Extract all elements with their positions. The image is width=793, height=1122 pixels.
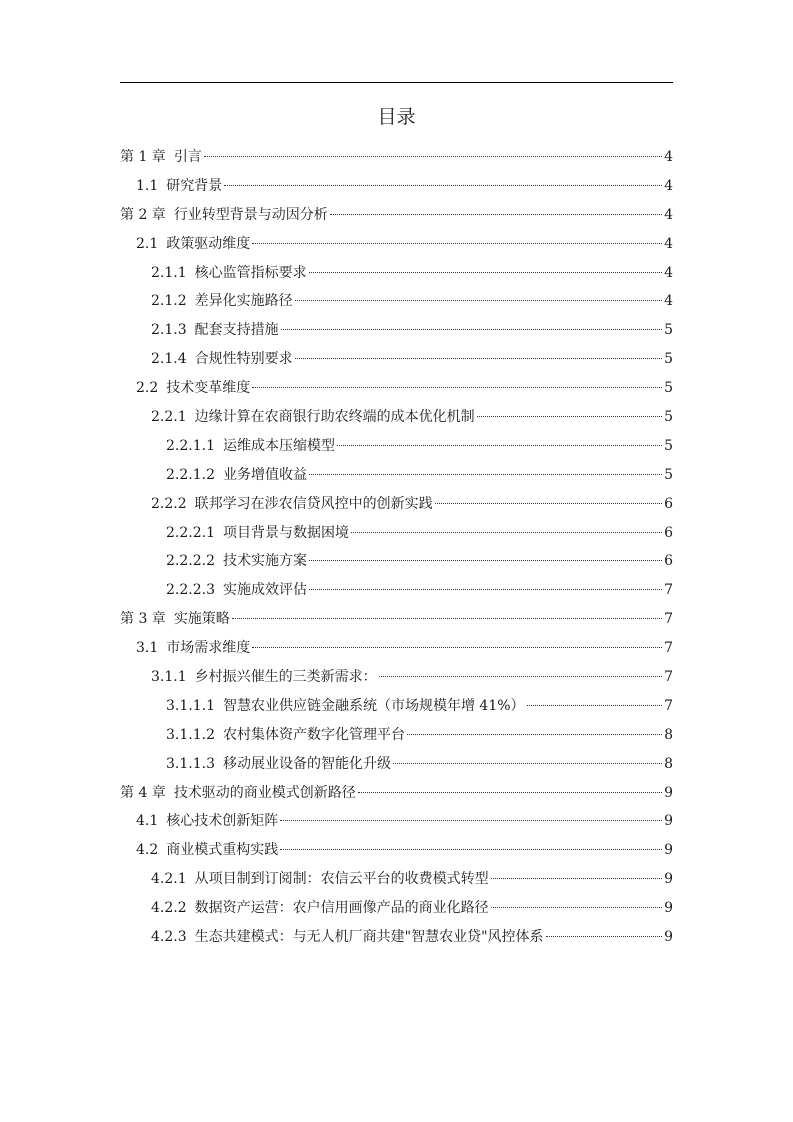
toc-entry[interactable] (120, 750, 673, 779)
toc-entry-label (151, 663, 377, 692)
toc-entry-number: 2.2.1 (151, 409, 187, 426)
toc-entry[interactable] (120, 605, 673, 634)
toc-entry-title: 行业转型背景与动因分析 (173, 206, 328, 223)
toc-entry-title: 边缘计算在农商银行助农终端的成本优化机制 (194, 409, 475, 426)
dot-leader (407, 734, 662, 735)
dot-leader (224, 185, 662, 186)
toc-entry-title: 乡村振兴催生的三类新需求： (194, 669, 377, 686)
toc-entry-label (136, 836, 278, 865)
toc-entry-label (120, 605, 230, 634)
toc-entry-page: 9 (664, 842, 673, 859)
toc-title: 目录 (377, 106, 416, 128)
toc-entry-number: 2.1.2 (151, 293, 187, 310)
toc-entry-title: 生态共建模式：与无人机厂商共建"智慧农业贷"风控体系 (194, 929, 544, 946)
toc-entry[interactable] (120, 692, 673, 721)
toc-entry-page: 5 (664, 466, 673, 483)
toc-entry[interactable] (120, 230, 673, 259)
toc-entry-title: 研究背景 (166, 177, 223, 194)
toc-entry-page: 4 (664, 264, 673, 281)
toc-entry[interactable] (120, 374, 673, 403)
toc-entry-title: 技术变革维度 (166, 380, 251, 397)
toc-entry-number: 第 2 章 (120, 206, 166, 223)
toc-entry[interactable] (120, 143, 673, 172)
toc-entry[interactable] (120, 461, 673, 490)
toc-entry-page: 6 (664, 495, 673, 512)
toc-entry-label (136, 230, 250, 259)
toc-entry-label (151, 865, 489, 894)
toc-entry[interactable] (120, 345, 673, 374)
toc-entry-label (136, 172, 222, 201)
toc-entry[interactable] (120, 490, 673, 519)
toc-entry-page: 6 (664, 524, 673, 541)
toc-entry-label (166, 461, 307, 490)
toc-entry-page: 7 (664, 640, 673, 657)
toc-entry-page: 4 (664, 149, 673, 165)
toc-entry-label (151, 316, 279, 345)
toc-entry-page: 8 (664, 726, 673, 743)
toc-entry-number: 2.1.4 (151, 351, 187, 368)
dot-leader (295, 300, 662, 301)
toc-entry-title: 政策驱动维度 (166, 235, 251, 252)
toc-entry-number: 4.2 (136, 842, 159, 859)
toc-entry-number: 2.2.2.1 (166, 524, 215, 541)
toc-entry-label (166, 432, 335, 461)
toc-entry-title: 商业模式重构实践 (166, 842, 279, 859)
toc-entry-number: 2.1.3 (151, 322, 187, 339)
toc-entry-label (136, 807, 278, 836)
table-of-contents (120, 143, 673, 952)
toc-entry-title: 智慧农业供应链金融系统（市场规模年增 41%） (222, 697, 525, 714)
dot-leader (393, 763, 662, 764)
toc-entry-title: 技术驱动的商业模式创新路径 (173, 784, 356, 801)
toc-entry-number: 2.2.1.1 (166, 437, 215, 454)
dot-leader (309, 272, 662, 273)
toc-entry-page: 5 (664, 409, 673, 426)
toc-entry[interactable] (120, 663, 673, 692)
toc-entry-number: 2.2.2.2 (166, 553, 215, 570)
toc-entry[interactable] (120, 807, 673, 836)
dot-leader (477, 416, 662, 417)
dot-leader (491, 907, 662, 908)
toc-entry-page: 6 (664, 553, 673, 570)
toc-entry[interactable] (120, 576, 673, 605)
toc-entry-number: 4.2.2 (151, 900, 187, 917)
toc-entry-page: 5 (664, 351, 673, 368)
toc-entry-title: 实施成效评估 (222, 582, 307, 599)
toc-entry-label (151, 345, 293, 374)
toc-entry-number: 2.1.1 (151, 264, 187, 281)
toc-entry-page: 7 (664, 582, 673, 599)
toc-entry-label (166, 692, 525, 721)
toc-entry-number: 第 1 章 (120, 149, 166, 165)
dot-leader (252, 387, 662, 388)
toc-entry-title: 核心技术创新矩阵 (166, 813, 279, 830)
toc-entry-title: 项目背景与数据困境 (222, 524, 349, 541)
dot-leader (309, 474, 662, 475)
dot-leader (358, 792, 662, 793)
toc-entry[interactable] (120, 316, 673, 345)
toc-entry-page: 7 (664, 611, 673, 628)
toc-entry-page: 4 (664, 206, 673, 223)
toc-entry[interactable] (120, 634, 673, 663)
toc-entry-page: 5 (664, 322, 673, 339)
dot-leader (280, 820, 662, 821)
toc-entry-label (166, 547, 307, 576)
toc-entry-page: 4 (664, 235, 673, 252)
toc-entry-page: 4 (664, 293, 673, 310)
toc-entry-title: 移动展业设备的智能化升级 (222, 755, 391, 772)
toc-entry-page: 8 (664, 755, 673, 772)
toc-entry[interactable] (120, 432, 673, 461)
toc-entry-title: 联邦学习在涉农信贷风控中的创新实践 (194, 495, 433, 512)
toc-entry-title: 业务增值收益 (222, 466, 307, 483)
dot-leader (309, 560, 662, 561)
toc-entry-label (166, 576, 307, 605)
toc-entry-page: 9 (664, 900, 673, 917)
toc-entry[interactable] (120, 172, 673, 201)
toc-entry-title: 运维成本压缩模型 (222, 437, 335, 454)
toc-entry-title: 数据资产运营：农户信用画像产品的商业化路径 (194, 900, 489, 917)
toc-entry-number: 2.2.1.2 (166, 466, 215, 483)
toc-entry-label (120, 201, 328, 230)
toc-entry-label (166, 750, 391, 779)
toc-entry-number: 4.2.1 (151, 871, 187, 888)
toc-entry-label (120, 779, 356, 808)
dot-leader (295, 358, 662, 359)
toc-entry-title: 差异化实施路径 (194, 293, 293, 310)
dot-leader (280, 849, 662, 850)
toc-entry-number: 2.1 (136, 235, 159, 252)
toc-entry-label (151, 403, 475, 432)
toc-entry-page: 4 (664, 177, 673, 194)
dot-leader (252, 647, 662, 648)
toc-entry-label (136, 634, 250, 663)
toc-entry[interactable] (120, 287, 673, 316)
dot-leader (527, 705, 663, 706)
toc-entry-title: 市场需求维度 (166, 640, 251, 657)
toc-entry-page: 9 (664, 929, 673, 946)
toc-entry-number: 4.1 (136, 813, 159, 830)
toc-entry[interactable] (120, 779, 673, 808)
dot-leader (330, 214, 662, 215)
toc-entry-number: 2.2 (136, 380, 159, 397)
toc-entry-page: 5 (664, 437, 673, 454)
toc-entry[interactable] (120, 836, 673, 865)
dot-leader (309, 589, 662, 590)
dot-leader (379, 676, 662, 677)
toc-entry-number: 3.1 (136, 640, 159, 657)
toc-entry-label (151, 259, 307, 288)
toc-entry-page: 9 (664, 871, 673, 888)
toc-entry-label (120, 143, 202, 172)
toc-entry-number: 第 3 章 (120, 611, 166, 628)
toc-entry-number: 2.2.2.3 (166, 582, 215, 599)
toc-entry[interactable] (120, 201, 673, 230)
toc-entry-number: 1.1 (136, 177, 159, 194)
toc-entry-label (136, 374, 250, 403)
toc-entry-number: 第 4 章 (120, 784, 166, 801)
dot-leader (232, 618, 662, 619)
toc-entry-title: 实施策略 (173, 611, 230, 628)
dot-leader (435, 503, 662, 504)
dot-leader (252, 243, 662, 244)
toc-entry-number: 3.1.1.3 (166, 755, 215, 772)
dot-leader (491, 878, 662, 879)
toc-entry-label (151, 490, 433, 519)
toc-entry-page: 9 (664, 813, 673, 830)
toc-entry[interactable] (120, 403, 673, 432)
toc-entry-number: 2.2.2 (151, 495, 187, 512)
dot-leader (546, 936, 663, 937)
toc-entry[interactable] (120, 923, 673, 952)
toc-entry-page: 7 (664, 697, 673, 714)
toc-entry[interactable] (120, 721, 673, 750)
toc-entry-label (151, 923, 544, 952)
toc-entry[interactable] (120, 547, 673, 576)
toc-entry-page: 9 (664, 784, 673, 801)
toc-entry-number: 4.2.3 (151, 929, 187, 946)
dot-leader (351, 532, 662, 533)
toc-entry-page: 7 (664, 669, 673, 686)
toc-entry-title: 技术实施方案 (222, 553, 307, 570)
toc-entry[interactable] (120, 894, 673, 923)
dot-leader (281, 329, 662, 330)
toc-entry-label (166, 721, 405, 750)
header-rule (120, 82, 673, 83)
toc-entry-title: 核心监管指标要求 (194, 264, 307, 281)
toc-entry-title: 从项目制到订阅制：农信云平台的收费模式转型 (194, 871, 489, 888)
toc-entry-title: 农村集体资产数字化管理平台 (222, 726, 405, 743)
toc-entry-number: 3.1.1 (151, 669, 187, 686)
toc-entry-number: 3.1.1.2 (166, 726, 215, 743)
dot-leader (337, 445, 662, 446)
dot-leader (204, 156, 662, 157)
toc-entry-label (166, 519, 349, 548)
toc-entry-title: 引言 (173, 149, 202, 165)
toc-entry-label (151, 894, 489, 923)
toc-entry-page: 5 (664, 380, 673, 397)
toc-entry-title: 配套支持措施 (194, 322, 279, 339)
toc-entry-number: 3.1.1.1 (166, 697, 215, 714)
toc-entry-title: 合规性特别要求 (194, 351, 293, 368)
toc-entry[interactable] (120, 519, 673, 548)
toc-entry-label (151, 287, 293, 316)
toc-entry[interactable] (120, 259, 673, 288)
toc-entry[interactable] (120, 865, 673, 894)
